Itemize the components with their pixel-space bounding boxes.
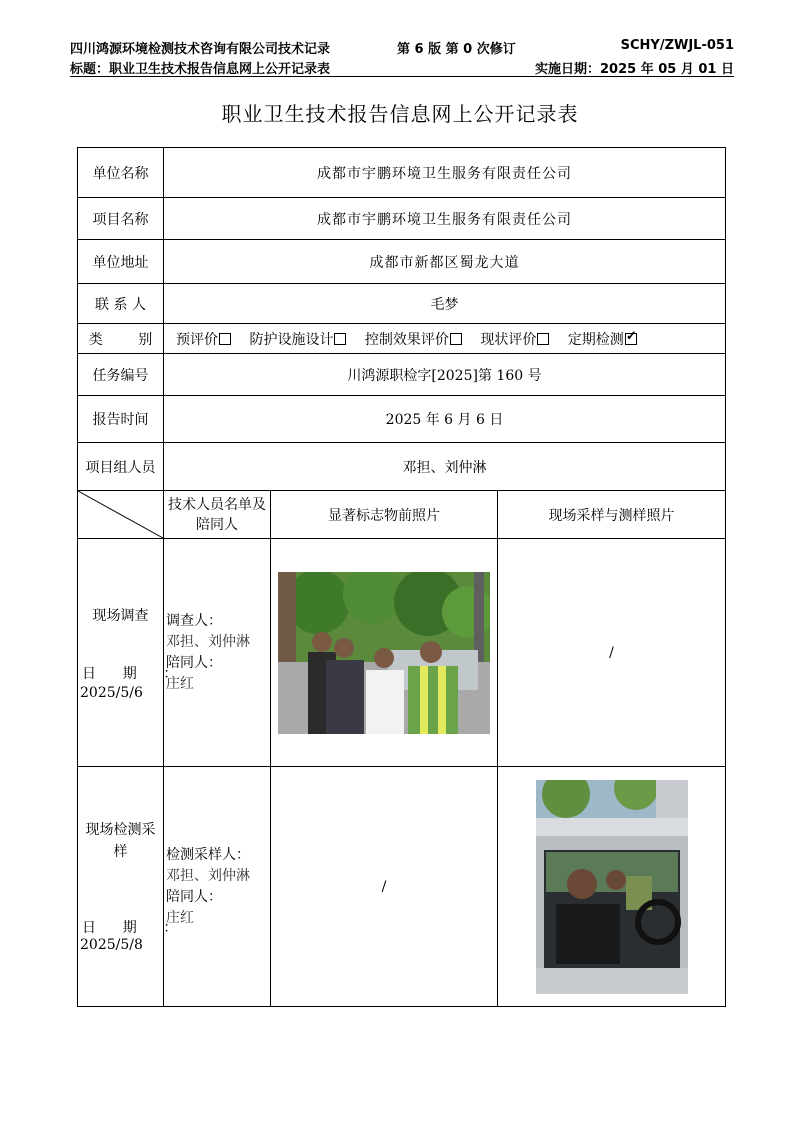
landmark-group-photo [278, 572, 490, 734]
label-project-name: 项目名称 [78, 198, 164, 240]
row-category [78, 324, 726, 354]
row-sampling [78, 767, 726, 1007]
row-contact [78, 284, 726, 324]
stage-sampling-wrap [78, 767, 178, 1006]
doc-code: SCHY/ZWJL-051 [620, 38, 734, 53]
company-record-name: 四川鸿源环境检测技术咨询有限公司技术记录 [70, 42, 331, 57]
sampling-photo-cell [498, 767, 726, 1007]
row-report-time [78, 396, 726, 443]
value-project-name: 成都市宇鹏环境卫生服务有限责任公司 [164, 198, 726, 240]
header-sampling-photo: 现场采样与测样照片 [498, 491, 726, 539]
stage-sampling-title: 现场检测采样 [85, 822, 156, 860]
survey-sampling-photo-cell: / [498, 539, 726, 767]
header-landmark-photo: 显著标志物前照片 [271, 491, 498, 539]
sampling-role-sampler: 检测采样人： [166, 846, 250, 863]
row-project-name [78, 198, 726, 240]
value-unit-name: 成都市宇鹏环境卫生服务有限责任公司 [164, 148, 726, 198]
label-report-time: 报告时间 [78, 396, 164, 443]
row-address [78, 240, 726, 284]
value-report-time: 2025 年 6 月 6 日 [164, 396, 726, 443]
doc-header-line-2 [70, 58, 734, 76]
sampling-companion: 庄红 [166, 909, 194, 926]
survey-landmark-photo-cell [271, 539, 498, 767]
row-team [78, 443, 726, 491]
stage-sampling-date-label: 日 期 ： [82, 920, 178, 936]
sampling-samplers: 邓担、刘仲淋 [166, 867, 250, 884]
sampling-role-companion: 陪同人： [166, 888, 222, 905]
value-contact: 毛梦 [164, 284, 726, 324]
page-title: 职业卫生技术报告信息网上公开记录表 [221, 102, 579, 126]
row-task-no [78, 354, 726, 396]
category-options [164, 324, 726, 354]
header-divider [70, 76, 734, 77]
survey-investigators: 邓担、刘仲淋 [166, 633, 250, 650]
stage-survey-title: 现场调查 [92, 608, 149, 624]
stage-sampling-date: 2025/5/8 [80, 937, 143, 953]
record-table [77, 147, 726, 1007]
category-option-status-evaluation[interactable]: 现状评价 [480, 332, 549, 348]
row-unit-name [78, 148, 726, 198]
checkbox-control-effect[interactable] [450, 333, 462, 345]
checkbox-pre-evaluation[interactable] [219, 333, 231, 345]
label-category: 类 别 [78, 324, 164, 354]
diagonal-header-cell [78, 491, 164, 539]
value-team: 邓担、刘仲淋 [164, 443, 726, 491]
label-team: 项目组人员 [78, 443, 164, 491]
category-option-pre-evaluation[interactable]: 预评价 [176, 332, 231, 348]
survey-role-companion: 陪同人： [166, 654, 222, 671]
stage-survey-date-label: 日 期 ： [82, 666, 178, 682]
category-option-control-effect[interactable]: 控制效果评价 [365, 332, 462, 348]
value-task-no: 川鸿源职检字[2025]第 160 号 [164, 354, 726, 396]
sampling-vehicle-photo [536, 780, 688, 994]
diagonal-line [78, 491, 163, 538]
label-task-no: 任务编号 [78, 354, 164, 396]
checkbox-periodic-detection[interactable] [625, 333, 637, 345]
survey-people [164, 539, 271, 767]
sampling-landmark-photo-cell: / [271, 767, 498, 1007]
row-survey [78, 539, 726, 767]
value-address: 成都市新都区蜀龙大道 [164, 240, 726, 284]
sampling-people [164, 767, 271, 1007]
checkbox-status-evaluation[interactable] [537, 333, 549, 345]
stage-sampling-cell [78, 767, 178, 1007]
doc-header-line-1 [70, 38, 734, 56]
label-unit-name: 单位名称 [78, 148, 164, 198]
header-title: 标题：职业卫生技术报告信息网上公开记录表 [70, 62, 331, 77]
survey-companion: 庄红 [166, 675, 194, 692]
label-contact: 联 系 人 [78, 284, 164, 324]
survey-role-investigator: 调查人： [166, 612, 222, 629]
header-staff: 技术人员名单及陪同人 [164, 491, 271, 539]
effective-date: 实施日期：2025 年 05 月 01 日 [535, 62, 734, 77]
label-address: 单位地址 [78, 240, 164, 284]
checkbox-protection-design[interactable] [334, 333, 346, 345]
version-info: 第 6 版 第 0 次修订 [397, 42, 516, 57]
category-option-periodic-detection[interactable]: 定期检测✓ [568, 332, 637, 348]
stage-survey-date: 2025/5/6 [80, 685, 143, 701]
stage-survey-wrap [78, 539, 178, 766]
stage-survey-cell [78, 539, 178, 767]
category-option-protection-design[interactable]: 防护设施设计 [249, 332, 346, 348]
row-photo-header [78, 491, 726, 539]
